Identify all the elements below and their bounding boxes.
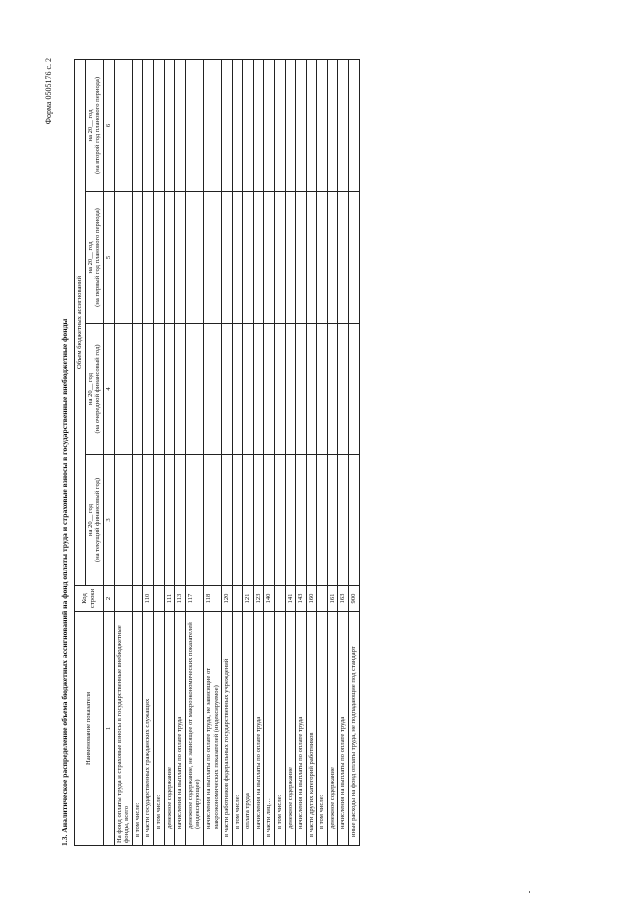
value-cell: [114, 192, 132, 324]
value-cell: [306, 455, 317, 586]
row-code: [132, 586, 143, 612]
row-name: денежное содержание: [327, 612, 338, 846]
value-cell: [285, 324, 296, 455]
value-cell: [327, 455, 338, 586]
row-name: в части других категорий работников: [306, 612, 317, 846]
row-code: [232, 586, 243, 612]
col-number-3: 3: [103, 455, 114, 586]
table-row: [317, 59, 328, 845]
header-year-1: [85, 455, 103, 586]
table-row: [285, 59, 296, 845]
value-cell: [143, 192, 154, 324]
value-cell: [143, 455, 154, 586]
value-cell: [132, 324, 143, 455]
table-row: [306, 59, 317, 845]
table-row: [185, 59, 203, 845]
header-year-3: [85, 192, 103, 324]
value-cell: [327, 192, 338, 324]
table-row: [222, 59, 233, 845]
table-row: [253, 59, 264, 845]
row-code: 118: [203, 586, 221, 612]
value-cell: [317, 455, 328, 586]
row-code: 161: [327, 586, 338, 612]
row-name: в том числе:: [154, 612, 165, 846]
value-cell: [185, 455, 203, 586]
header-year-2-label: на 20__ год: [86, 373, 94, 405]
row-code: 143: [296, 586, 307, 612]
value-cell: [285, 455, 296, 586]
value-cell: [143, 59, 154, 191]
value-cell: [317, 324, 328, 455]
table-row: [132, 59, 143, 845]
row-code: 117: [185, 586, 203, 612]
value-cell: [154, 455, 165, 586]
value-cell: [154, 192, 165, 324]
value-cell: [222, 324, 233, 455]
value-cell: [132, 192, 143, 324]
table-row: [143, 59, 154, 845]
rotated-form: [40, 52, 600, 852]
value-cell: [349, 192, 360, 324]
value-cell: [349, 455, 360, 586]
value-cell: [264, 192, 275, 324]
row-code: [154, 586, 165, 612]
row-name: начисления на выплаты по оплате труда: [296, 612, 307, 846]
value-cell: [232, 324, 243, 455]
row-code: [114, 586, 132, 612]
value-cell: [349, 324, 360, 455]
value-cell: [253, 324, 264, 455]
table-row: [349, 59, 360, 845]
value-cell: [154, 324, 165, 455]
value-cell: [317, 192, 328, 324]
row-name: иные расходы на фонд оплаты труда, не подпадающие под стандарт: [349, 612, 360, 846]
value-cell: [203, 59, 221, 191]
table-row: [243, 59, 254, 845]
header-year-1-desc: (на текущий финансовый год): [94, 477, 102, 563]
table-row: [114, 59, 132, 845]
col-number-6: 6: [103, 59, 114, 191]
value-cell: [243, 324, 254, 455]
value-cell: [253, 455, 264, 586]
row-name: в том числе:: [317, 612, 328, 846]
value-cell: [274, 455, 285, 586]
header-year-4-label: на 20__ год: [86, 109, 94, 142]
header-year-2: [85, 324, 103, 455]
value-cell: [338, 59, 349, 191]
value-cell: [285, 192, 296, 324]
value-cell: [175, 192, 186, 324]
value-cell: [285, 59, 296, 191]
header-year-1-label: на 20__ год: [86, 504, 94, 536]
value-cell: [296, 455, 307, 586]
value-cell: [274, 192, 285, 324]
value-cell: [317, 59, 328, 191]
value-cell: [327, 324, 338, 455]
value-cell: [222, 455, 233, 586]
value-cell: [264, 455, 275, 586]
value-cell: [296, 192, 307, 324]
value-cell: [114, 324, 132, 455]
value-cell: [203, 324, 221, 455]
section-title: 1.3. Аналитическое распределение объема бюджетных ассигнований на фонд оплаты труда и страховые взносы в государственные внебюджетные фонды: [60, 318, 69, 846]
row-name: в том числе:: [274, 612, 285, 846]
row-code: [274, 586, 285, 612]
value-cell: [264, 59, 275, 191]
row-name: в том числе:: [232, 612, 243, 846]
row-code: 120: [222, 586, 233, 612]
header-year-3-desc: (на первый год планового периода): [94, 208, 102, 307]
row-name: начисления на выплаты по оплате труда: [253, 612, 264, 846]
value-cell: [114, 455, 132, 586]
value-cell: [114, 59, 132, 191]
value-cell: [232, 455, 243, 586]
row-name: начисления на выплаты по оплате труда: [175, 612, 186, 846]
value-cell: [327, 59, 338, 191]
value-cell: [264, 324, 275, 455]
row-name: На фонд оплаты труда и страховые взносы в государственные внебюджетные фонды, всего: [114, 612, 132, 846]
row-code: 123: [253, 586, 264, 612]
header-row-1: [75, 59, 86, 845]
value-cell: [164, 324, 175, 455]
header-name: Наименование показателя: [75, 612, 104, 846]
value-cell: [185, 192, 203, 324]
value-cell: [306, 192, 317, 324]
value-cell: [274, 59, 285, 191]
row-code: 141: [285, 586, 296, 612]
value-cell: [154, 59, 165, 191]
row-name: в части лиц…: [264, 612, 275, 846]
col-number-1: 1: [103, 612, 114, 846]
value-cell: [338, 324, 349, 455]
row-name: денежное содержание: [285, 612, 296, 846]
value-cell: [306, 59, 317, 191]
value-cell: [185, 324, 203, 455]
row-name: начисления на выплаты по оплате труда, не зависящие от макроэкономических показателей (индексируемое): [203, 612, 221, 846]
row-code: 163: [338, 586, 349, 612]
row-code: 113: [175, 586, 186, 612]
table-row: [203, 59, 221, 845]
table-row: [327, 59, 338, 845]
value-cell: [232, 59, 243, 191]
row-code: 110: [143, 586, 154, 612]
table-row: [296, 59, 307, 845]
table-row: [232, 59, 243, 845]
header-year-3-label: на 20__ год: [86, 241, 94, 274]
value-cell: [132, 59, 143, 191]
header-year-4: [85, 59, 103, 191]
value-cell: [164, 455, 175, 586]
value-cell: [222, 59, 233, 191]
value-cell: [243, 455, 254, 586]
value-cell: [274, 324, 285, 455]
row-code: 140: [264, 586, 275, 612]
header-code: Код строки: [75, 586, 104, 612]
allocation-table: [74, 59, 360, 846]
value-cell: [243, 59, 254, 191]
table-row: [164, 59, 175, 845]
header-year-2-desc: (на очередной финансовый год): [94, 344, 102, 434]
value-cell: [175, 455, 186, 586]
value-cell: [253, 59, 264, 191]
header-year-4-desc: (на второй год планового периода): [94, 76, 102, 175]
row-name: в части работников федеральных государственных учреждений: [222, 612, 233, 846]
value-cell: [243, 192, 254, 324]
value-cell: [132, 455, 143, 586]
value-cell: [175, 324, 186, 455]
row-code: [317, 586, 328, 612]
value-cell: [338, 192, 349, 324]
header-group: Объем бюджетных ассигнований: [75, 59, 86, 585]
form-code: Форма 0505176 с. 2: [44, 58, 53, 125]
row-code: 121: [243, 586, 254, 612]
row-code: 900: [349, 586, 360, 612]
row-code: 160: [306, 586, 317, 612]
row-code: 111: [164, 586, 175, 612]
value-cell: [203, 192, 221, 324]
value-cell: [164, 192, 175, 324]
table-row: [274, 59, 285, 845]
table-row: [264, 59, 275, 845]
value-cell: [222, 192, 233, 324]
table-body: [114, 59, 359, 845]
value-cell: [338, 455, 349, 586]
table-row: [175, 59, 186, 845]
col-number-4: 4: [103, 324, 114, 455]
value-cell: [185, 59, 203, 191]
col-number-5: 5: [103, 192, 114, 324]
column-number-row: [103, 59, 114, 845]
table-row: [154, 59, 165, 845]
value-cell: [164, 59, 175, 191]
value-cell: [232, 192, 243, 324]
row-name: оплата труда: [243, 612, 254, 846]
value-cell: [296, 59, 307, 191]
col-number-2: 2: [103, 586, 114, 612]
value-cell: [349, 59, 360, 191]
value-cell: [143, 324, 154, 455]
row-name: в части государственных гражданских служащих: [143, 612, 154, 846]
row-name: начисления на выплаты по оплате труда: [338, 612, 349, 846]
row-name: денежное содержание: [164, 612, 175, 846]
row-name: денежное содержание, не зависящее от макроэкономических показателей (индексирующее): [185, 612, 203, 846]
value-cell: [253, 192, 264, 324]
scan-mark: [529, 891, 530, 893]
value-cell: [306, 324, 317, 455]
value-cell: [175, 59, 186, 191]
row-name: в том числе:: [132, 612, 143, 846]
value-cell: [203, 455, 221, 586]
table-row: [338, 59, 349, 845]
value-cell: [296, 324, 307, 455]
